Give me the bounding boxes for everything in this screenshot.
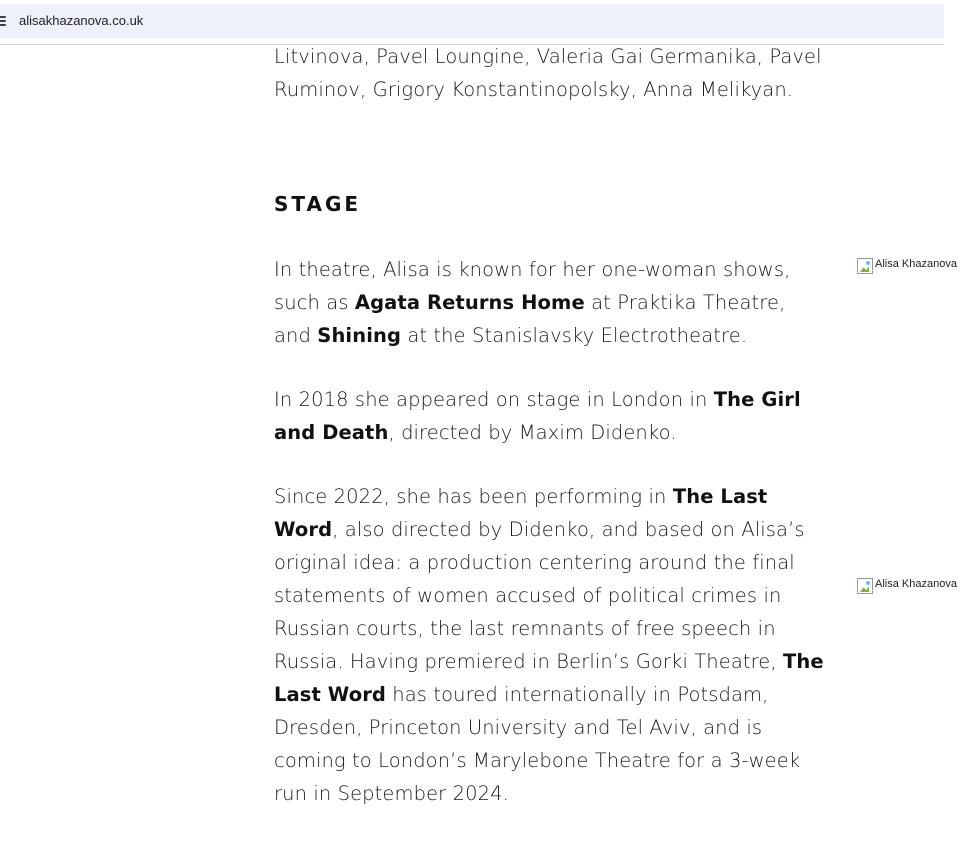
- intro-paragraph: [274, 40, 834, 106]
- stage-section: [274, 253, 826, 841]
- intro-line-1: Litvinova, Pavel Loungine, Valeria Gai Germanika, Pavel: [274, 45, 822, 68]
- image-alt-text: Alisa Khazanova: [875, 258, 957, 270]
- broken-image-icon: [857, 258, 873, 274]
- address-bar[interactable]: [0, 4, 944, 38]
- title-shining: Shining: [317, 324, 402, 347]
- stage-paragraph-3: Since 2022, she has been performing in The Last Word, also directed by Didenko, and based on Alisa’s original idea: a production centering around the final statements of women accused of political crimes in Russian courts, the last remnants of free speech in Russia. Having premiered in Berlin’s Gorki Theatre, The Last Word has toured internationally in Potsdam, Dresden, Princeton University and Tel Aviv, and is coming to London’s Marylebone Theatre for a 3-week run in September 2024.: [274, 485, 824, 805]
- title-last-word: The Last Word: [274, 485, 768, 541]
- url-text[interactable]: alisakhazanova.co.uk: [19, 13, 144, 28]
- stage-paragraph-2: In 2018 she appeared on stage in London in The Girl and Death, directed by Maxim Didenko.: [274, 388, 801, 444]
- title-agata-returns-home: Agata Returns Home: [354, 291, 585, 314]
- broken-image-1: [857, 258, 977, 276]
- title-last-word-2: The Last Word: [274, 650, 824, 706]
- site-settings-icon[interactable]: [0, 16, 6, 26]
- broken-image-2: [857, 578, 977, 596]
- title-girl-and-death: The Girl and Death: [274, 388, 801, 444]
- stage-heading: STAGE: [274, 192, 362, 216]
- broken-image-icon: [857, 578, 873, 594]
- stage-paragraph-1: In theatre, Alisa is known for her one-woman shows, such as Agata Returns Home at Praktika Theatre, and Shining at the Stanislavsky Electrotheatre.: [274, 258, 791, 347]
- bio-text: [274, 40, 834, 137]
- intro-line-2: Ruminov, Grigory Konstantinopolsky, Anna Melikyan.: [274, 78, 794, 101]
- image-alt-text: Alisa Khazanova: [875, 578, 957, 590]
